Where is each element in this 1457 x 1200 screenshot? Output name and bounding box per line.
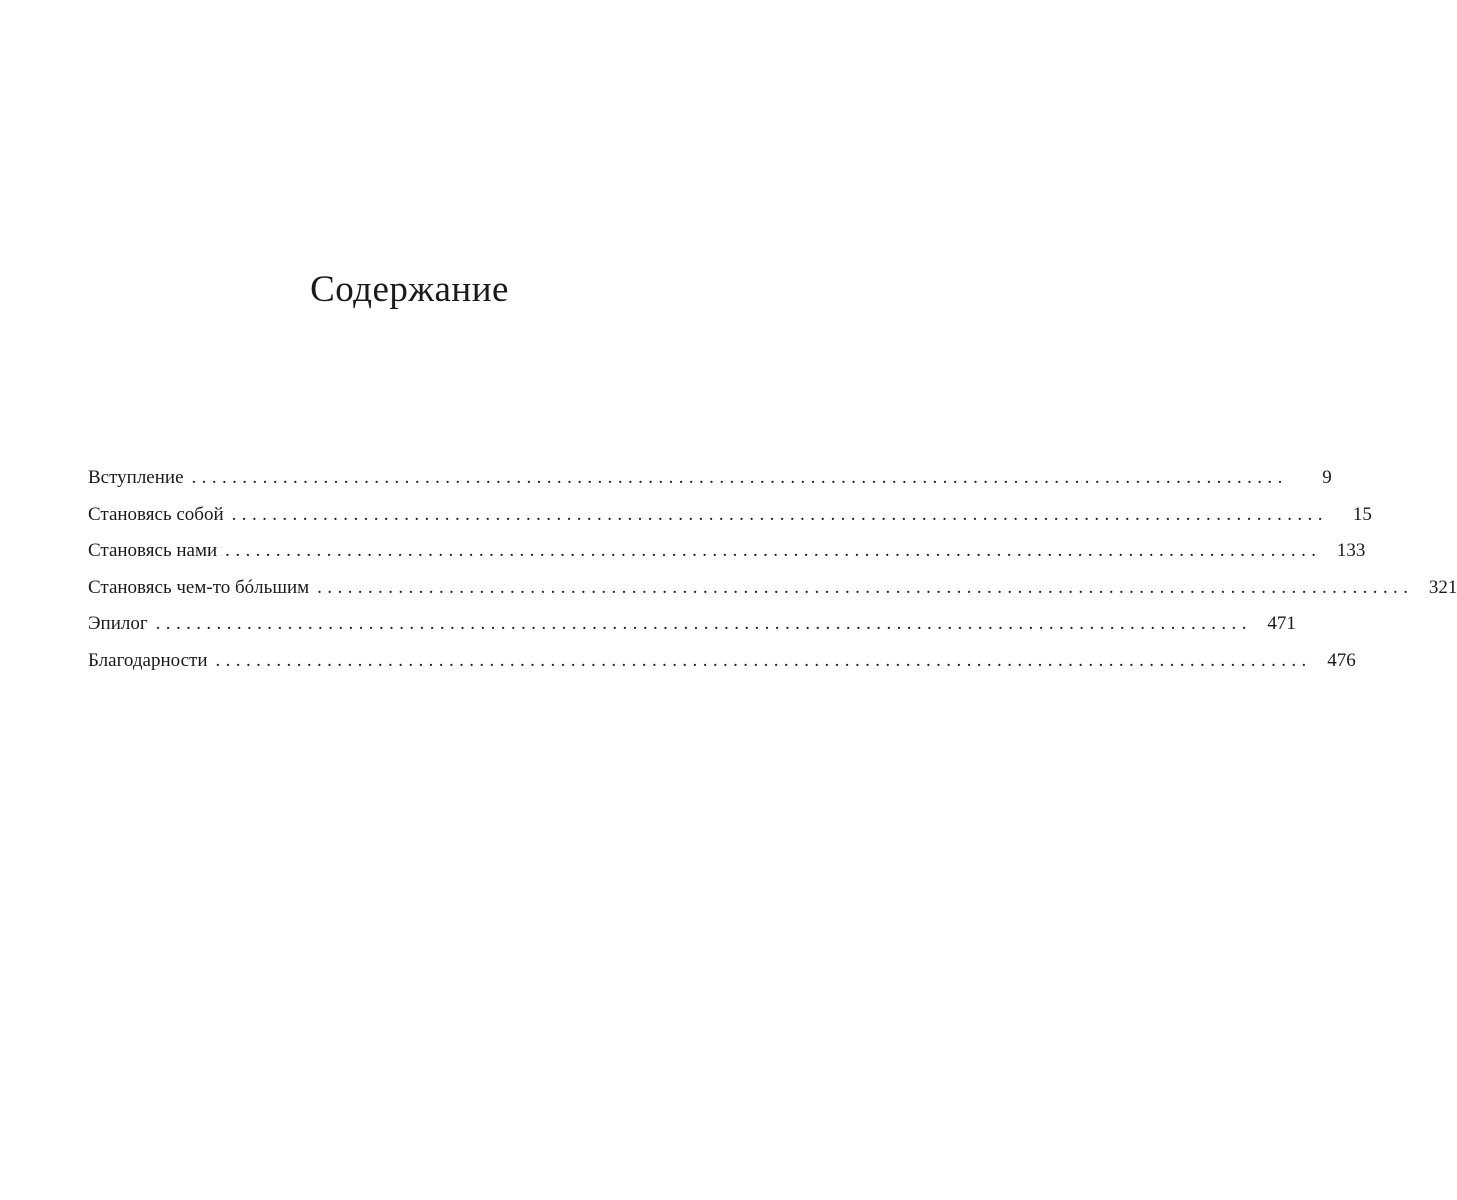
toc-entry-introduction[interactable]	[88, 460, 1332, 497]
dot-leader: ............................................................................................................	[215, 649, 1312, 671]
toc-entry-becoming-us[interactable]	[88, 533, 1366, 570]
toc-entry-label: Становясь собой	[88, 503, 224, 525]
toc-entry-epilogue[interactable]	[88, 606, 1296, 643]
toc-entry-label: Благодарности	[88, 649, 208, 671]
toc-entry-page-number: 133	[1336, 540, 1366, 561]
toc-entry-label: Вступление	[88, 467, 184, 488]
dot-leader: ............................................................................................................	[155, 613, 1252, 634]
dot-leader: ............................................................................................................	[225, 540, 1322, 561]
toc-entry-becoming-me[interactable]	[88, 497, 1372, 534]
toc-entry-page-number: 476	[1327, 649, 1356, 671]
dot-leader: ............................................................................................................	[231, 503, 1328, 525]
page-title: Содержание	[310, 269, 509, 310]
toc-entry-label: Становясь чем-то бóльшим	[88, 576, 310, 598]
toc-entry-label: Эпилог	[88, 613, 148, 634]
toc-entry-page-number: 9	[1322, 467, 1332, 488]
table-of-contents	[88, 460, 1457, 679]
toc-entry-label: Становясь нами	[88, 540, 218, 561]
dot-leader: ............................................................................................................	[191, 467, 1288, 488]
toc-entry-page-number: 471	[1267, 613, 1296, 634]
dot-leader: ............................................................................................................	[317, 576, 1414, 598]
toc-entry-acknowledgments[interactable]	[88, 643, 1356, 680]
toc-entry-becoming-more[interactable]	[88, 570, 1457, 607]
toc-entry-page-number: 15	[1352, 503, 1372, 525]
toc-entry-page-number: 321	[1428, 576, 1457, 598]
